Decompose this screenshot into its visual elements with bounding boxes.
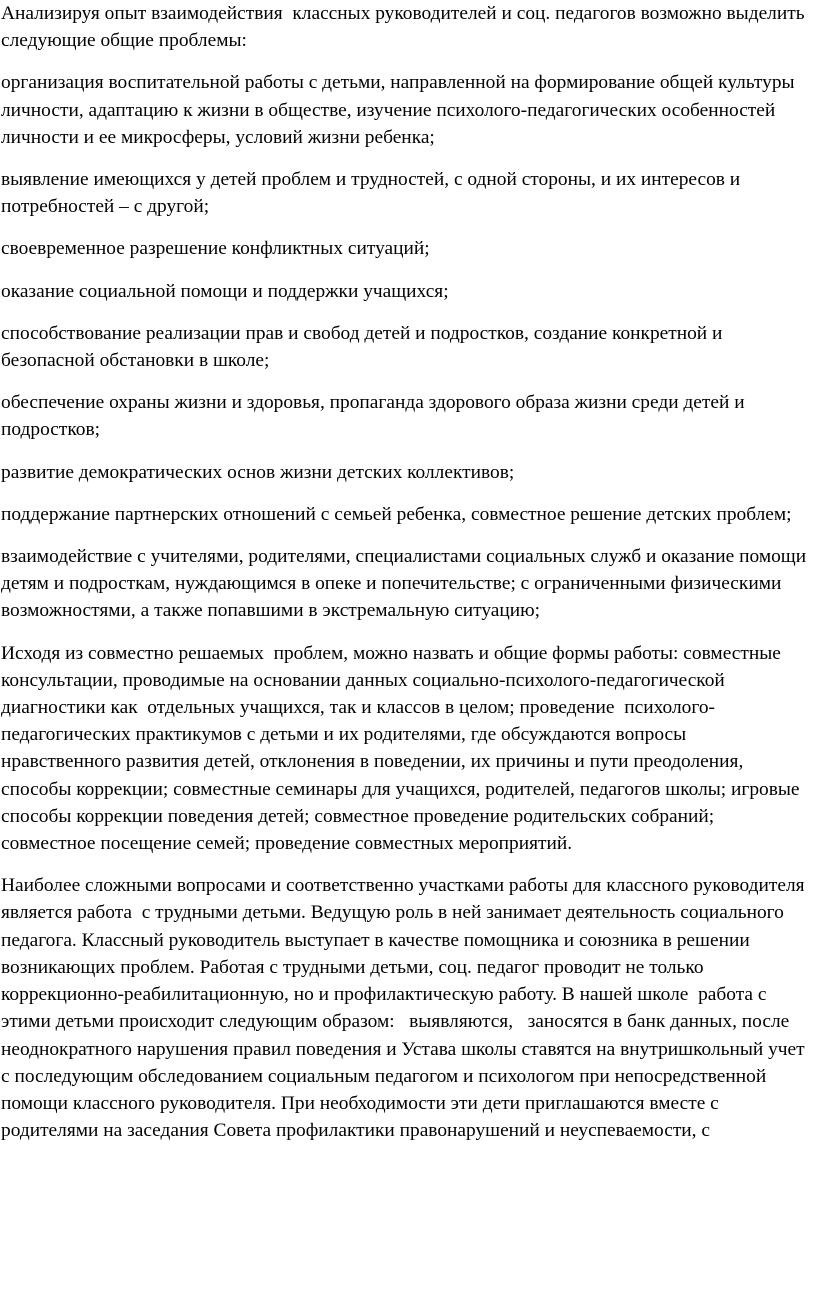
paragraph-difficult-children: Наиболее сложными вопросами и соответственно участками работы для классного руководителя является работа с трудными детьми. Ведущую роль в ней занимает деятельность социального педагога. Классный руководитель выступает в качестве помощника и союзника в решении возникающих проблем. Работая с трудными детьми, соц. педагог проводит не только коррекционно-реабилитационную, но и профилактическую работу. В нашей школе работа с этими детьми происходит следующим образом: выявляются, заносятся в банк данных, после неоднократного нарушения правил поведения и Устава школы ставятся на внутришкольный учет с последующим обследованием социальным педагогом и психологом при непосредственной помощи классного руководителя. При необходимости эти дети приглашаются вместе с родителями на заседания Совета профилактики правонарушений и неуспеваемости, с [1,875,810,1142]
paragraph-problem-rights: способствование реализации прав и свобод детей и подростков, создание конкретной и безопасной обстановки в школе; [1,322,728,372]
paragraph-intro: Анализируя опыт взаимодействия классных руководителей и соц. педагогов возможно выделить следующие общие проблемы: [1,3,810,52]
paragraph-problem-interaction: взаимодействие с учителями, родителями, специалистами социальных служб и оказание помощи детям и подросткам, нуждающимся в опеке и попечительстве; с ограниченными физическими возможностями, а также попавшими в экстремальную ситуацию; [1,546,811,622]
paragraph-problem-democracy: развитие демократических основ жизни детских коллективов; [1,461,515,483]
paragraph-problem-family: поддержание партнерских отношений с семьей ребенка, совместное решение детских проблем; [1,503,792,525]
paragraph-work-forms: Исходя из совместно решаемых проблем, можно назвать и общие формы работы: совместные консультации, проводимые на основании данных социально-психолого-педагогической диагностики как отдельных учащихся, так и классов в целом; проведение психолого-педагогических практикумов с детьми и их родителями, где обсуждаются вопросы нравственного развития детей, отклонения в поведении, их причины и пути преодоления, способы коррекции; совместные семинары для учащихся, родителей, педагогов школы; игровые способы коррекции поведения детей; совместное проведение родительских собраний; совместное посещение семей; проведение совместных мероприятий. [1,642,805,855]
paragraph-problem-identification: выявление имеющихся у детей проблем и трудностей, с одной стороны, и их интересов и потребностей – с другой; [1,169,746,218]
paragraph-problem-health: обеспечение охраны жизни и здоровья, пропаганда здорового образа жизни среди детей и подростков; [1,392,750,441]
paragraph-problem-upbringing: организация воспитательной работы с детьми, направленной на формирование общей культуры личности, адаптацию к жизни в обществе, изучение психолого-педагогических особенностей личности и ее микросферы, условий жизни ребенка; [1,72,800,148]
paragraph-problem-conflicts: своевременное разрешение конфликтных ситуаций; [1,238,430,260]
paragraph-problem-social-help: оказание социальной помощи и поддержки учащихся; [1,280,449,302]
